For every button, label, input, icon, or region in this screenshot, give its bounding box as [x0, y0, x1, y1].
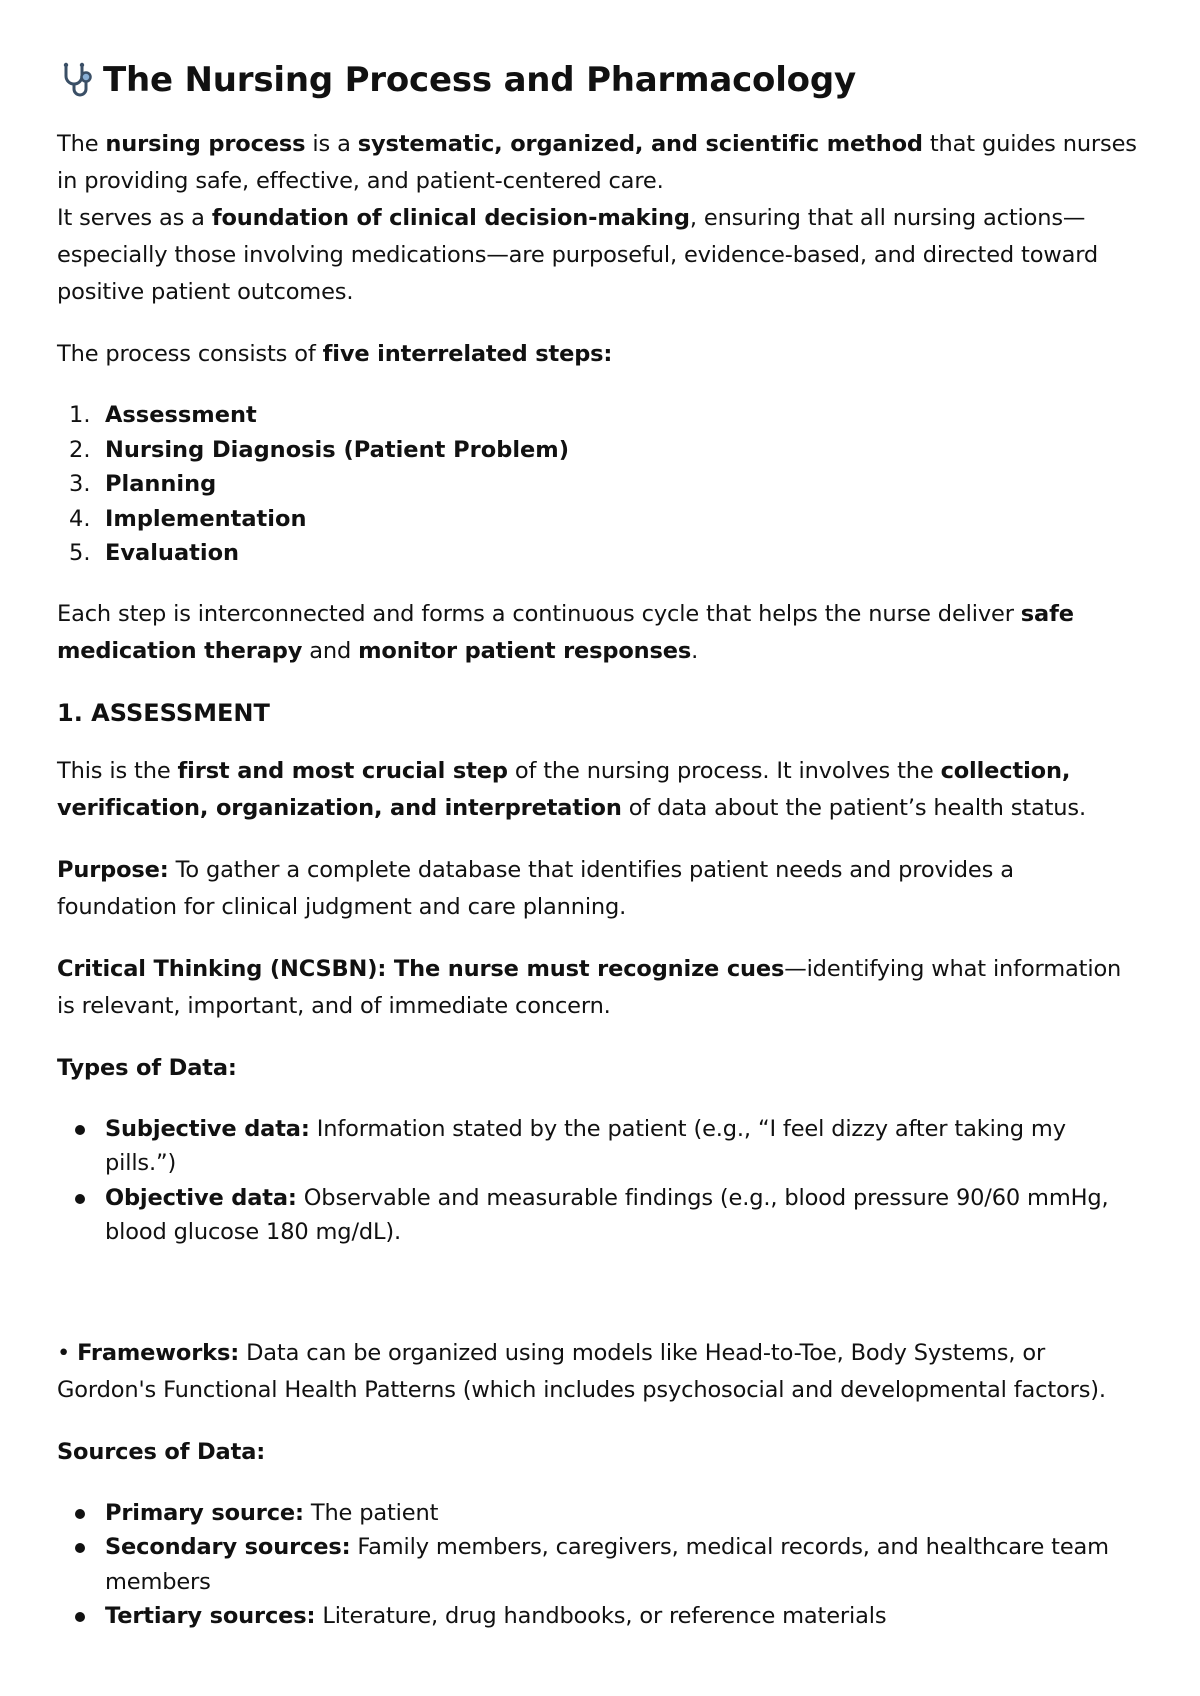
list-item: 5. Evaluation: [69, 540, 240, 566]
page-title: [57, 56, 1140, 104]
bullet-icon: [75, 1509, 85, 1519]
assessment-description: This is the first and most crucial step of the nursing process. It involves the collection, verification, organization, and interpretation of data about the patient’s health status.: [57, 757, 1086, 821]
bullet-icon: [75, 1612, 85, 1622]
list-item: Subjective data: Information stated by the patient (e.g., “I feel dizzy after taking my pills.”): [57, 1112, 1140, 1181]
list-item: 4. Implementation: [69, 505, 307, 532]
bullet-icon: [75, 1194, 85, 1204]
intro-paragraph: The nursing process is a systematic, organized, and scientific method that guides nurses in providing safe, effective, and patient-centered care. It serves as a foundation of clinical decision-making, ensuring that all nursing actions—especially those involving medications—are purposeful, evidence-based, and directed toward positive patient outcomes.: [57, 131, 1137, 305]
list-item: 1. Assessment: [69, 402, 257, 428]
list-item: 3. Planning: [69, 471, 217, 497]
cycle-paragraph: Each step is interconnected and forms a continuous cycle that helps the nurse deliver safe medication therapy and monitor patient responses.: [57, 600, 1074, 664]
stethoscope-icon: [57, 59, 99, 101]
types-list: [57, 1112, 1140, 1250]
list-item: Objective data: Observable and measurable findings (e.g., blood pressure 90/60 mmHg, blood glucose 180 mg/dL).: [57, 1181, 1140, 1250]
sources-list: [57, 1496, 1140, 1634]
list-item: Secondary sources: Family members, caregivers, medical records, and healthcare team members: [57, 1530, 1140, 1599]
list-item: Tertiary sources: Literature, drug handbooks, or reference materials: [57, 1599, 1140, 1634]
types-heading: Types of Data:: [57, 1054, 237, 1081]
bullet-icon: [75, 1125, 85, 1135]
sources-heading: Sources of Data:: [57, 1438, 266, 1465]
list-item: Primary source: The patient: [57, 1496, 1140, 1531]
page-title-text: The Nursing Process and Pharmacology: [103, 60, 856, 100]
steps-list: [57, 398, 1140, 571]
section-heading-assessment: 1. ASSESSMENT: [57, 698, 270, 727]
spacer: [57, 1275, 1140, 1335]
frameworks-paragraph: • Frameworks: Data can be organized using models like Head-to-Toe, Body Systems, or Gordon's Functional Health Patterns (which includes psychosocial and developmental factors).: [57, 1339, 1106, 1403]
list-item: 2. Nursing Diagnosis (Patient Problem): [69, 436, 570, 463]
critical-thinking-paragraph: Critical Thinking (NCSBN): The nurse must recognize cues—identifying what information is relevant, important, and of immediate concern.: [57, 955, 1122, 1019]
bullet-icon: [75, 1543, 85, 1553]
purpose-paragraph: Purpose: To gather a complete database that identifies patient needs and provides a foundation for clinical judgment and care planning.: [57, 856, 1014, 920]
steps-intro: The process consists of five interrelated steps:: [57, 341, 613, 367]
